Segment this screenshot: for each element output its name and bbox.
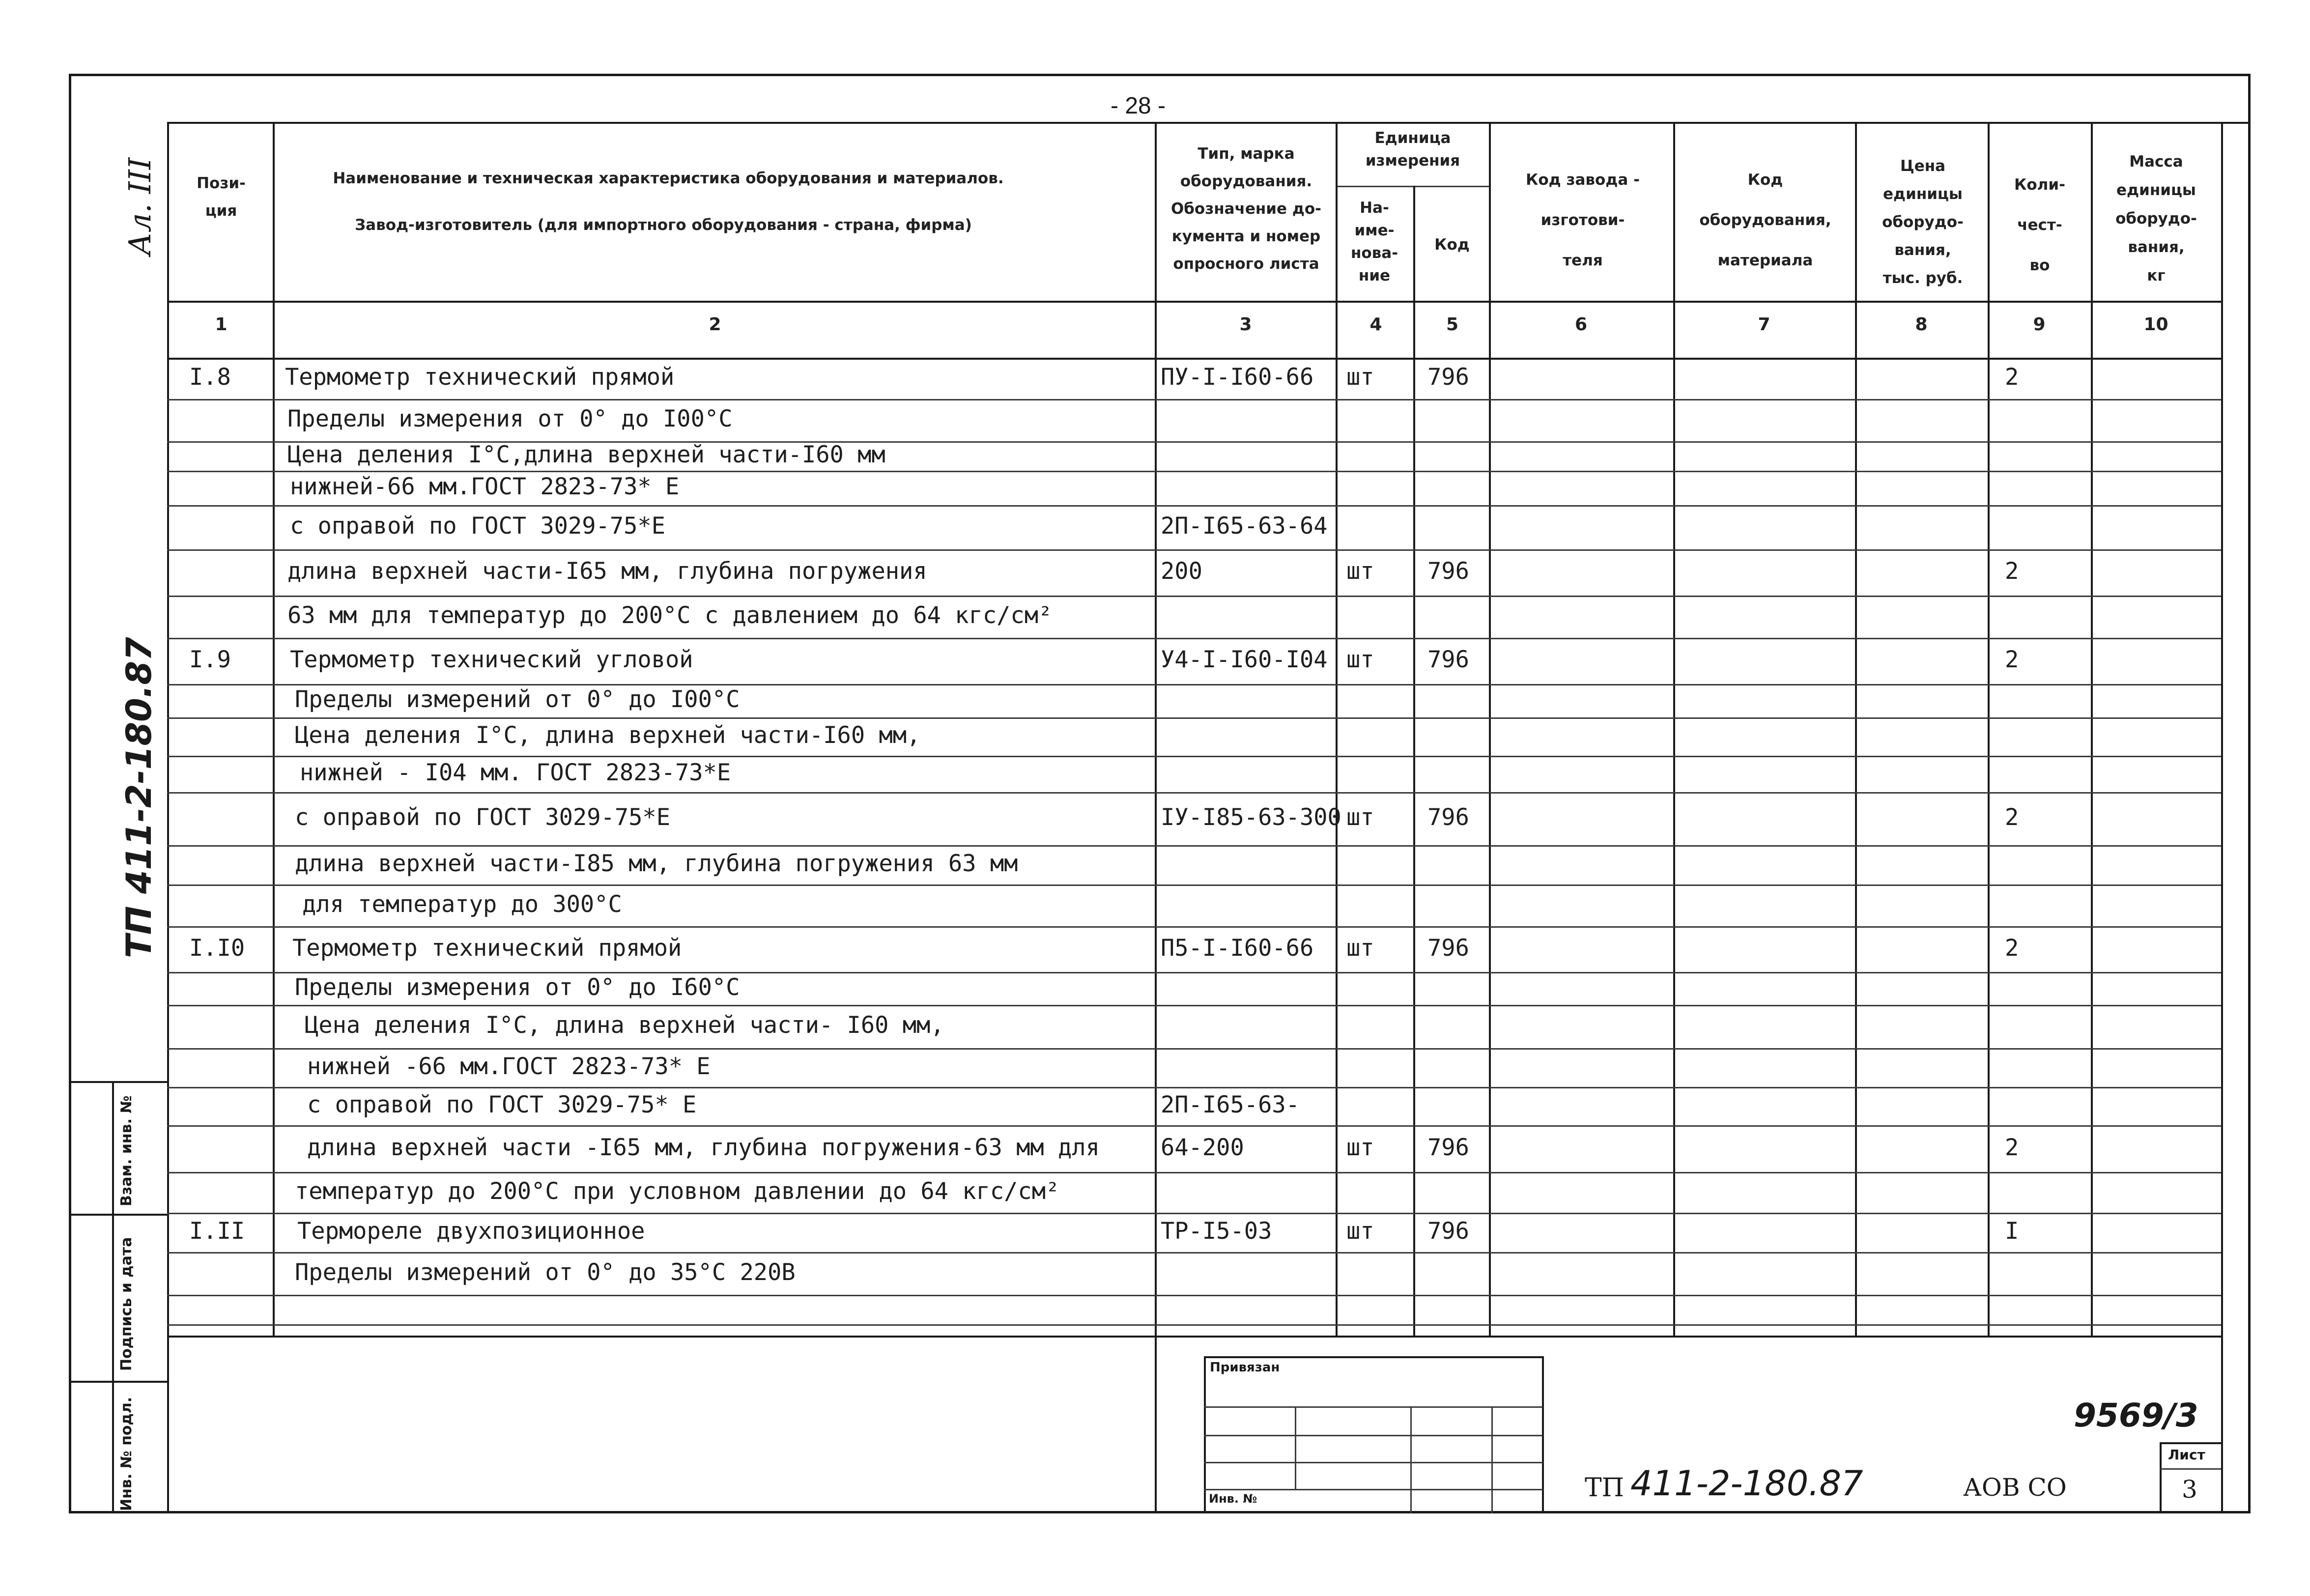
project-code: 411-2-180.87 [1630, 1463, 1863, 1504]
col-number-10: 10 [2143, 314, 2168, 335]
row-divider [167, 884, 2221, 886]
row-divider [167, 1125, 2221, 1127]
row-description: Цена деления I°С, длина верхней части-I60 мм, [295, 722, 921, 749]
row-divider [167, 596, 2221, 597]
row-description: нижней - I04 мм. ГОСТ 2823-73*Е [300, 759, 731, 786]
side-stamp-signature-date: Подпись и дата [118, 1237, 135, 1371]
project-prefix: ТП [1585, 1473, 1625, 1503]
row-type: П5-I-I60-66 [1161, 934, 1314, 962]
title-block-top [1204, 1356, 1543, 1358]
row-description: 63 мм для температур до 200°С с давлением до 64 кгс/см² [287, 602, 1053, 629]
row-quantity: 2 [2005, 646, 2019, 673]
top-sheet-line [167, 122, 2251, 124]
row-unit: шт [1346, 1218, 1374, 1245]
header-col3: Тип, марка оборудования. Обозначение до- кумента и номер опросного листа [1170, 145, 1322, 273]
privyazan-label: Привязан [1210, 1360, 1280, 1375]
row-divider [167, 1295, 2221, 1296]
row-divider [167, 1252, 2221, 1254]
header-col6: Код завода - изготови- теля [1526, 171, 1640, 269]
header-col1: Пози- ция [197, 174, 246, 220]
side-stamp-inv-podl: Инв. № подл. [118, 1396, 135, 1511]
row-unit-code: 796 [1427, 646, 1469, 673]
stamp-h1 [69, 1081, 167, 1083]
row-divider [167, 1005, 2221, 1006]
row-divider [167, 684, 2221, 685]
col-number-4: 4 [1369, 314, 1382, 335]
row-divider [167, 756, 2221, 757]
row-unit-code: 796 [1427, 804, 1469, 831]
row-description: Термореле двухпозиционное [297, 1218, 645, 1245]
row-quantity: I [2005, 1218, 2019, 1245]
col-line-2 [1155, 122, 1157, 1512]
row-divider [167, 399, 2221, 400]
stamp-h3 [69, 1381, 167, 1383]
header-col2-line2: Завод-изготовитель (для импортного оборудования - страна, фирма) [355, 216, 972, 234]
title-block-v2 [1410, 1406, 1412, 1513]
row-unit: шт [1346, 934, 1374, 962]
row-quantity: 2 [2005, 934, 2019, 962]
row-description: длина верхней части-I85 мм, глубина погружения 63 мм [295, 850, 1018, 877]
row-quantity: 2 [2005, 364, 2019, 391]
row-unit-code: 796 [1427, 364, 1469, 391]
row-position: I.9 [189, 646, 231, 673]
col-line-8 [1988, 122, 1990, 1336]
inv-label: Инв. № [1209, 1492, 1257, 1506]
bottom-area-top [167, 1336, 2221, 1338]
row-unit: шт [1346, 646, 1374, 673]
document-number: 9569/3 [2074, 1396, 2198, 1434]
header-col9: Коли- чест- во [2014, 176, 2065, 274]
row-description: Термометр технический угловой [290, 646, 693, 673]
row-divider [167, 471, 2221, 472]
row-position: I.II [189, 1218, 245, 1245]
sheet-box-left [2160, 1442, 2162, 1513]
row-type: ПУ-I-I60-66 [1161, 364, 1314, 391]
side-project-code: ТП 411-2-180.87 [119, 637, 159, 958]
header-col10: Масса единицы оборудо- вания, кг [2115, 153, 2197, 285]
header-col4: На- име- нова- ние [1350, 199, 1398, 285]
row-quantity: 2 [2005, 558, 2019, 585]
row-unit-code: 796 [1427, 1218, 1469, 1245]
col-number-1: 1 [215, 314, 228, 335]
row-description: с оправой по ГОСТ 3029-75* Е [307, 1091, 697, 1118]
row-description: Термометр технический прямой [285, 364, 675, 391]
row-unit: шт [1346, 364, 1374, 391]
col-number-8: 8 [1915, 314, 1928, 335]
row-description: нижней -66 мм.ГОСТ 2823-73* Е [307, 1053, 711, 1080]
row-position: I.8 [189, 364, 231, 391]
row-unit: шт [1346, 558, 1374, 585]
row-divider [167, 926, 2221, 928]
document-suffix: АОВ СО [1963, 1473, 2067, 1502]
row-quantity: 2 [2005, 804, 2019, 831]
row-unit-code: 796 [1427, 1134, 1469, 1161]
row-description: длина верхней части-I65 мм, глубина погружения [287, 558, 927, 585]
row-description: с оправой по ГОСТ 3029-75*Е [290, 513, 666, 540]
row-divider [167, 1048, 2221, 1050]
row-divider [167, 638, 2221, 639]
row-type: 2П-I65-63-64 [1161, 513, 1328, 540]
sheet-label: Лист [2168, 1447, 2205, 1463]
sheet-box-mid [2160, 1468, 2221, 1470]
table-left-border [167, 122, 169, 1513]
col-line-6 [1673, 122, 1675, 1336]
right-margin-line [2221, 122, 2223, 1513]
row-type: У4-I-I60-I04 [1161, 646, 1328, 673]
row-divider [167, 1213, 2221, 1214]
row-unit: шт [1346, 804, 1374, 831]
row-type: IУ-I85-63-300 [1161, 804, 1341, 831]
col-line-1 [273, 122, 275, 1336]
col-number-3: 3 [1239, 314, 1252, 335]
row-description: для температур до 300°С [302, 890, 622, 918]
row-description: Цена деления I°С, длина верхней части- I60 мм, [305, 1012, 944, 1039]
row-divider [167, 549, 2221, 551]
row-unit-code: 796 [1427, 558, 1469, 585]
row-unit-code: 796 [1427, 934, 1469, 962]
stamp-column-divider [112, 1081, 114, 1513]
album-label: Ал. III [122, 157, 158, 256]
side-stamp-vzam: Взам. инв. № [118, 1095, 135, 1206]
row-divider [167, 792, 2221, 794]
header-numbers-top [167, 301, 2221, 303]
row-type: 64-200 [1161, 1134, 1244, 1161]
row-divider [167, 1172, 2221, 1173]
row-description: Цена деления I°С,длина верхней части-I60 мм [287, 441, 885, 468]
row-quantity: 2 [2005, 1134, 2019, 1161]
row-divider [167, 717, 2221, 719]
row-description: длина верхней части -I65 мм, глубина погружения-63 мм для [307, 1134, 1100, 1161]
col-number-9: 9 [2033, 314, 2046, 335]
row-description: Пределы измерения от 0° до I60°С [295, 973, 740, 1001]
header-col2-line1: Наименование и техническая характеристика оборудования и материалов. [333, 170, 1004, 187]
col-line-3 [1336, 122, 1338, 1336]
sheet-box-top [2160, 1442, 2221, 1444]
sheet-number: 3 [2182, 1475, 2197, 1504]
row-type: 200 [1161, 558, 1202, 585]
col-number-7: 7 [1758, 314, 1770, 335]
row-divider [167, 1324, 2221, 1326]
row-description: с оправой по ГОСТ 3029-75*Е [295, 804, 671, 831]
title-block-v3 [1491, 1406, 1493, 1513]
page-number: - 28 - [1111, 93, 1166, 119]
row-unit: шт [1346, 1134, 1374, 1161]
title-block-v1 [1295, 1406, 1296, 1489]
header-col7: Код оборудования, материала [1699, 171, 1831, 269]
col-line-9 [2091, 122, 2093, 1336]
row-divider [167, 1087, 2221, 1088]
row-position: I.I0 [189, 934, 245, 962]
stamp-h2 [69, 1214, 167, 1216]
row-description: Пределы измерений от 0° до 35°С 220В [295, 1258, 796, 1286]
col-line-4 [1413, 186, 1415, 1336]
row-type: 2П-I65-63- [1161, 1091, 1300, 1118]
col-number-2: 2 [709, 314, 721, 335]
header-col5: Код [1434, 236, 1470, 254]
header-numbers-bottom [167, 358, 2221, 360]
row-description: Пределы измерения от 0° до I00°С [287, 405, 733, 432]
col-number-5: 5 [1446, 314, 1459, 335]
row-divider [167, 845, 2221, 847]
col-line-5 [1489, 122, 1491, 1336]
col-line-7 [1855, 122, 1857, 1336]
row-type: ТР-I5-03 [1161, 1218, 1272, 1245]
row-description: температур до 200°С при условном давлении до 64 кгс/см² [295, 1177, 1060, 1205]
col-number-6: 6 [1574, 314, 1588, 335]
header-col8: Цена единицы оборудо- вания, тыс. руб. [1882, 157, 1964, 287]
unit-group-divider [1337, 186, 1489, 187]
row-description: Пределы измерений от 0° до I00°С [295, 686, 740, 713]
row-description: нижней-66 мм.ГОСТ 2823-73* Е [290, 473, 680, 500]
row-divider [167, 505, 2221, 507]
row-description: Термометр технический прямой [292, 934, 682, 962]
header-unit-group: Единица измерения [1365, 129, 1460, 170]
